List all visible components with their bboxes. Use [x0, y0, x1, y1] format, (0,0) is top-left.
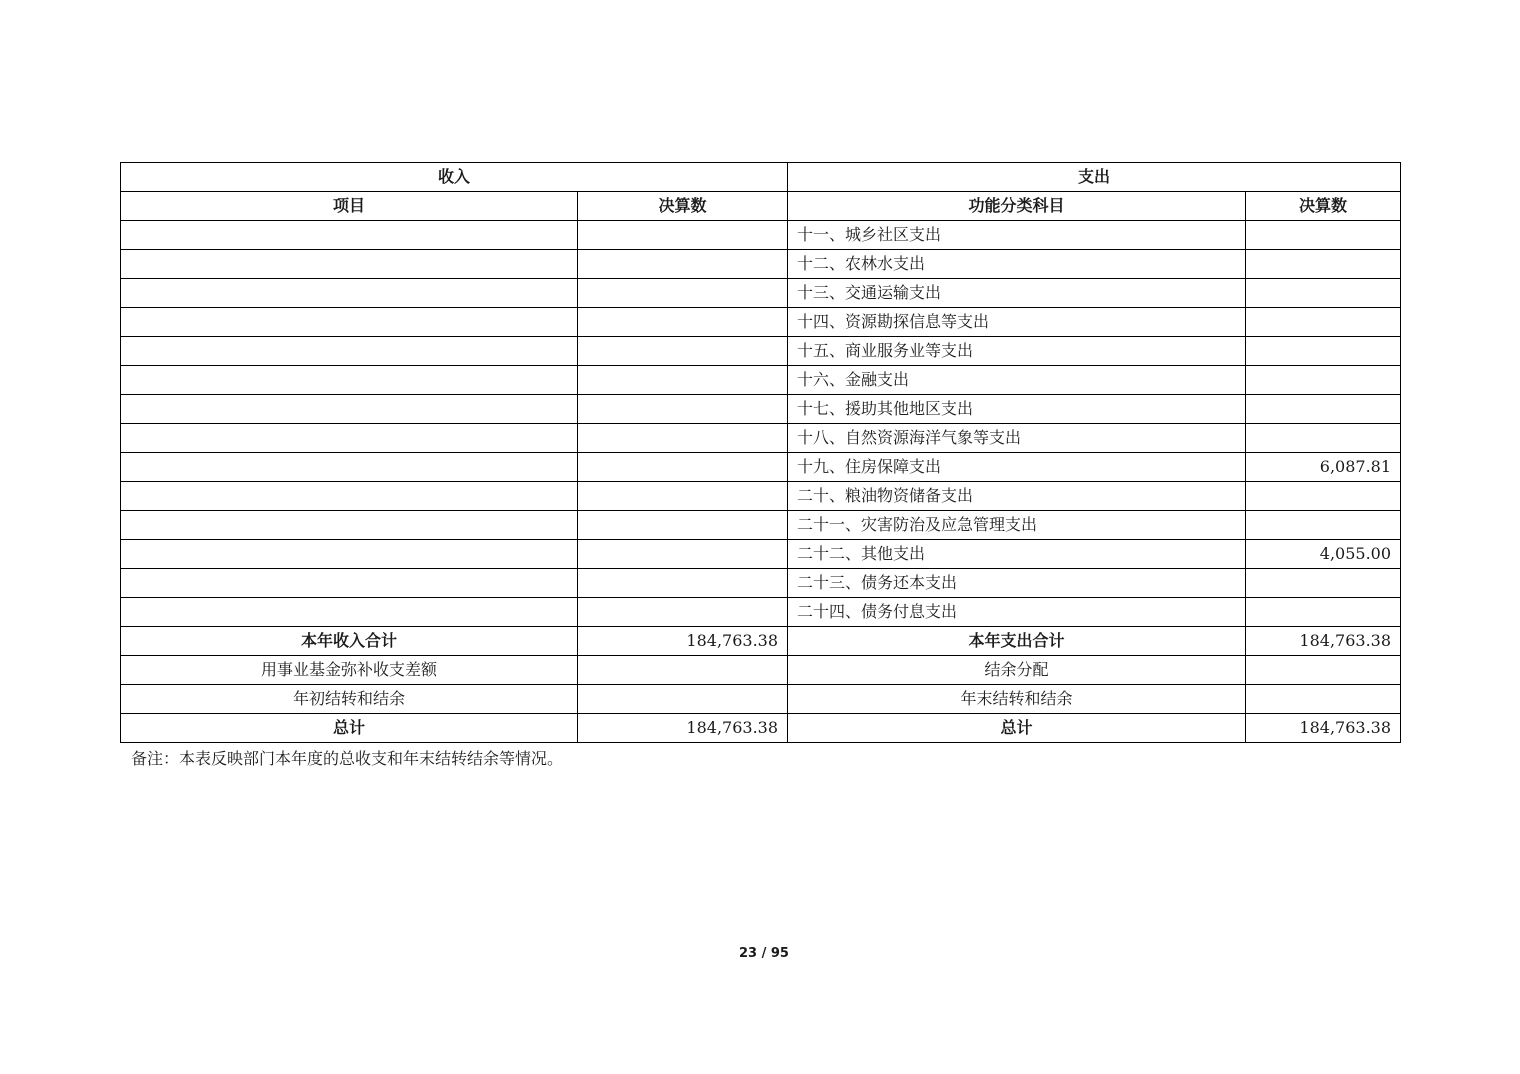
left-item — [121, 569, 578, 598]
expense-amount: 6,087.81 — [1246, 453, 1401, 482]
left-item — [121, 279, 578, 308]
left-amount — [578, 482, 788, 511]
left-item — [121, 221, 578, 250]
expense-category: 十八、自然资源海洋气象等支出 — [788, 424, 1246, 453]
column-header-row — [121, 192, 1401, 221]
annual-total-row — [121, 627, 1401, 656]
left-amount — [578, 337, 788, 366]
expense-amount — [1246, 395, 1401, 424]
expense-category: 二十一、灾害防治及应急管理支出 — [788, 511, 1246, 540]
grand-total-right-value: 184,763.38 — [1246, 714, 1401, 743]
grand-total-left-value: 184,763.38 — [578, 714, 788, 743]
expense-amount — [1246, 482, 1401, 511]
left-item — [121, 337, 578, 366]
left-amount — [578, 250, 788, 279]
expense-amount — [1246, 511, 1401, 540]
carryover-row — [121, 685, 1401, 714]
table-row — [121, 482, 1401, 511]
expense-category: 十三、交通运输支出 — [788, 279, 1246, 308]
carryover-begin-value — [578, 685, 788, 714]
left-item — [121, 308, 578, 337]
expense-category: 十一、城乡社区支出 — [788, 221, 1246, 250]
expense-amount — [1246, 424, 1401, 453]
carryover-begin-label: 年初结转和结余 — [121, 685, 578, 714]
table-body — [121, 163, 1401, 743]
left-item — [121, 395, 578, 424]
col-category-header: 功能分类科目 — [788, 192, 1246, 221]
expense-amount: 4,055.00 — [1246, 540, 1401, 569]
fund-row — [121, 656, 1401, 685]
page-number: 23 / 95 — [739, 946, 789, 961]
col-amount-left-header: 决算数 — [578, 192, 788, 221]
table-row — [121, 395, 1401, 424]
table-row — [121, 540, 1401, 569]
expense-amount — [1246, 279, 1401, 308]
table-row — [121, 221, 1401, 250]
left-amount — [578, 598, 788, 627]
table-row — [121, 366, 1401, 395]
section-header-row — [121, 163, 1401, 192]
left-amount — [578, 221, 788, 250]
expense-amount — [1246, 308, 1401, 337]
expense-total-value: 184,763.38 — [1246, 627, 1401, 656]
distribution-value — [1246, 656, 1401, 685]
carryover-end-value — [1246, 685, 1401, 714]
expense-category: 二十四、债务付息支出 — [788, 598, 1246, 627]
expense-amount — [1246, 598, 1401, 627]
expense-total-label: 本年支出合计 — [788, 627, 1246, 656]
left-item — [121, 540, 578, 569]
left-item — [121, 424, 578, 453]
expense-category: 十九、住房保障支出 — [788, 453, 1246, 482]
expense-category: 二十二、其他支出 — [788, 540, 1246, 569]
income-header: 收入 — [121, 163, 788, 192]
col-item-header: 项目 — [121, 192, 578, 221]
fund-value — [578, 656, 788, 685]
left-item — [121, 511, 578, 540]
expense-amount — [1246, 221, 1401, 250]
table-row — [121, 511, 1401, 540]
grand-total-right-label: 总计 — [788, 714, 1246, 743]
expense-category: 十五、商业服务业等支出 — [788, 337, 1246, 366]
left-amount — [578, 366, 788, 395]
expense-amount — [1246, 337, 1401, 366]
left-amount — [578, 395, 788, 424]
left-amount — [578, 279, 788, 308]
left-item — [121, 366, 578, 395]
expense-category: 二十三、债务还本支出 — [788, 569, 1246, 598]
expense-amount — [1246, 569, 1401, 598]
expense-category: 十六、金融支出 — [788, 366, 1246, 395]
table-row — [121, 453, 1401, 482]
expense-amount — [1246, 366, 1401, 395]
expense-category: 十七、援助其他地区支出 — [788, 395, 1246, 424]
expense-amount — [1246, 250, 1401, 279]
table-row — [121, 250, 1401, 279]
expense-header: 支出 — [788, 163, 1401, 192]
expense-category: 十二、农林水支出 — [788, 250, 1246, 279]
left-amount — [578, 511, 788, 540]
left-item — [121, 598, 578, 627]
table-row — [121, 308, 1401, 337]
col-amount-right-header: 决算数 — [1246, 192, 1401, 221]
income-total-value: 184,763.38 — [578, 627, 788, 656]
left-amount — [578, 569, 788, 598]
income-total-label: 本年收入合计 — [121, 627, 578, 656]
grand-total-left-label: 总计 — [121, 714, 578, 743]
left-amount — [578, 308, 788, 337]
table-footnote: 备注：本表反映部门本年度的总收支和年末结转结余等情况。 — [131, 749, 564, 768]
income-expense-table — [120, 162, 1401, 743]
distribution-label: 结余分配 — [788, 656, 1246, 685]
left-item — [121, 250, 578, 279]
table-row — [121, 279, 1401, 308]
fund-label: 用事业基金弥补收支差额 — [121, 656, 578, 685]
left-amount — [578, 424, 788, 453]
carryover-end-label: 年末结转和结余 — [788, 685, 1246, 714]
table-row — [121, 424, 1401, 453]
left-item — [121, 453, 578, 482]
left-item — [121, 482, 578, 511]
table-row — [121, 337, 1401, 366]
expense-category: 十四、资源勘探信息等支出 — [788, 308, 1246, 337]
left-amount — [578, 540, 788, 569]
table-row — [121, 598, 1401, 627]
left-amount — [578, 453, 788, 482]
grand-total-row — [121, 714, 1401, 743]
table-row — [121, 569, 1401, 598]
expense-category: 二十、粮油物资储备支出 — [788, 482, 1246, 511]
